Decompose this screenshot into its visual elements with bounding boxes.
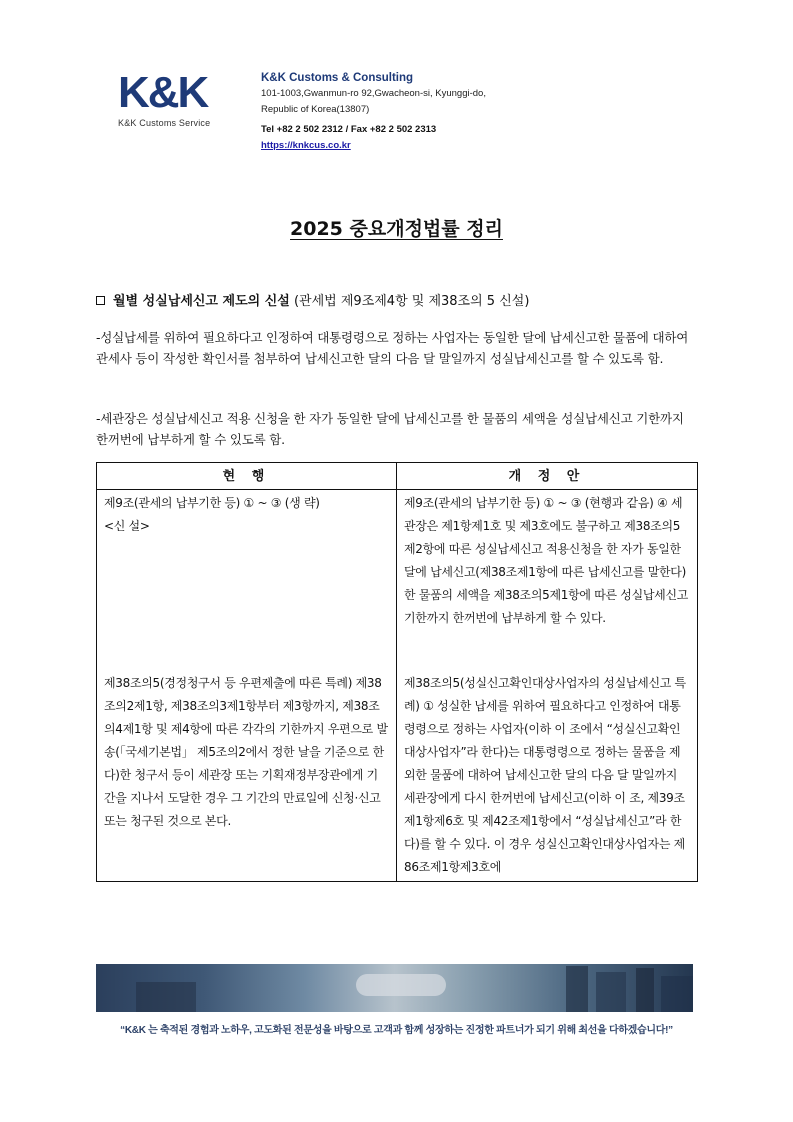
footer-slogan: “K&K 는 축적된 경험과 노하우, 고도화된 전문성을 바탕으로 고객과 함께 성장하는 진정한 파트너가 되기 위해 최선을 다하겠습니다!” — [120, 1025, 673, 1036]
banner-building — [566, 966, 588, 1012]
logo-subtitle: K&K Customs Service — [118, 118, 211, 128]
table-spacer-row — [97, 632, 698, 670]
spacer-cell — [97, 632, 397, 670]
footer-banner-image — [96, 964, 693, 1012]
document-title: 2025 중요개정법률 정리 — [290, 218, 503, 240]
spacer-cell — [397, 632, 698, 670]
row1-current-line-2: <신 설> — [104, 519, 150, 533]
company-logo — [118, 70, 228, 128]
paragraph-1: -성실납세를 위하여 필요하다고 인정하여 대통령령으로 정하는 사업자는 동일한 달에 납세신고한 물품에 대하여 관세사 등이 작성한 확인서를 첨부하여 납세신고한 달의 다음 달 말일까지 성실납세신고를 할 수 있도록 함. — [96, 330, 689, 366]
banner-building — [661, 976, 693, 1012]
website-link[interactable]: https://knkcus.co.kr — [261, 140, 351, 151]
row1-current-cell — [97, 490, 397, 633]
logo-mark: K&K — [118, 68, 208, 117]
section-heading-text: 월별 성실납세신고 제도의 신설 — [113, 294, 290, 309]
table-row — [97, 670, 698, 882]
letterhead — [118, 70, 678, 160]
banner-building — [636, 968, 654, 1012]
table-header-row — [97, 463, 698, 490]
row2-revised-cell: 제38조의5(성실신고확인대상사업자의 성실납세신고 특례) ① 성실한 납세를 위하여 필요하다고 인정하여 대통령령으로 정하는 사업자(이하 이 조에서 “성실신고확인대상사업자”라 한다)는 대통령령으로 정하는 물품을 제외한 물품에 대하여 납세신고한 달의 다음 달 말일까지 세관장에게 다시 한꺼번에 납세신고(이하 이 조, 제39조제1항제6호 및 제42조제1항에서 “성실납세신고”라 한다)를 할 수 있다. 이 경우 성실신고확인대상사업자는 제86조제1항제3호에 — [397, 670, 698, 882]
table-row — [97, 490, 698, 633]
row2-current-cell: 제38조의5(경정청구서 등 우편제출에 따른 특례) 제38조의2제1항, 제38조의3제1항부터 제3항까지, 제38조의4제1항 및 제4항에 따른 각각의 기한까지 우편으로 발송(「국세기본법」 제5조의2에서 정한 날을 기준으로 한다)한 청구서 등이 세관장 또는 기획재정부장관에게 기간을 지나서 도달한 경우 그 기간의 만료일에 신청·신고 또는 청구된 것으로 본다. — [97, 670, 397, 882]
banner-building — [596, 972, 626, 1012]
banner-handshake-shape — [356, 974, 446, 996]
company-info — [261, 70, 661, 154]
section-heading-reference: (관세법 제9조제4항 및 제38조의 5 신설) — [293, 294, 530, 309]
row1-current-line-1: 제9조(관세의 납부기한 등) ① ~ ③ (생 략) — [104, 496, 320, 510]
row1-revised-cell: 제9조(관세의 납부기한 등) ① ~ ③ (현행과 같음) ④ 세관장은 제1항제1호 및 제3호에도 불구하고 제38조의5제2항에 따른 성실납세신고 적용신청을 한 자가 동일한 달에 납세신고(제38조제1항에 따른 납세신고를 말한다)한 물품의 세액을 제38조의5제1항에 따른 성실납세신고 기한까지 한꺼번에 납부하게 할 수 있다. — [397, 490, 698, 633]
comparison-table — [96, 462, 698, 882]
address-line-2: Republic of Korea(13807) — [261, 104, 370, 115]
header-current: 현 행 — [97, 463, 397, 490]
paragraph-2: -세관장은 성실납세신고 적용 신청을 한 자가 동일한 달에 납세신고를 한 물품의 세액을 성실납세신고 기한까지 한꺼번에 납부하게 할 수 있도록 함. — [96, 411, 684, 447]
header-revised: 개 정 안 — [397, 463, 698, 490]
company-name: K&K Customs & Consulting — [261, 72, 414, 84]
address-line-1: 101-1003,Gwanmun-ro 92,Gwacheon-si, Kyunggi-do, — [261, 88, 486, 99]
section-heading — [96, 291, 696, 312]
tel-fax: Tel +82 2 502 2312 / Fax +82 2 502 2313 — [261, 124, 437, 135]
banner-shape — [136, 982, 196, 1012]
checkbox-bullet-icon — [96, 296, 105, 305]
